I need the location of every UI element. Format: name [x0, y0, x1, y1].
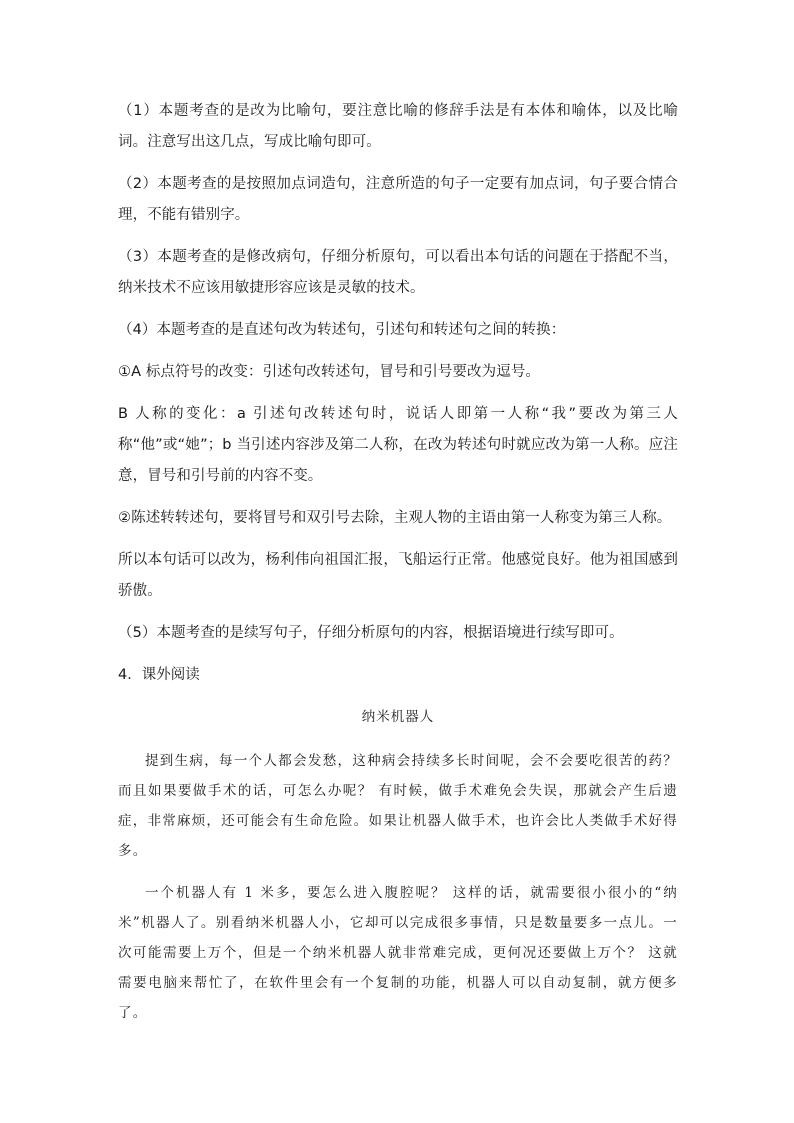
document-page	[118, 96, 678, 1040]
analysis-item-4-rule-2: ②陈述转转述句，要将冒号和双引号去除，主观人物的主语由第一人称变为第三人称。	[118, 510, 672, 526]
analysis-item-4-answer: 所以本句话可以改为，杨利伟向祖国汇报，飞船运行正常。他感觉良好。他为祖国感到骄傲。	[118, 552, 678, 599]
analysis-item-2: （2）本题考查的是按照加点词造句，注意所造的句子一定要有加点词，句子要合情合理，不能有错别字。	[118, 176, 678, 223]
story-paragraph-1: 提到生病，每一个人都会发愁，这种病会持续多长时间呢，会不会要吃很苦的药？ 而且如果要做手术的话，可怎么办呢？ 有时候，做手术难免会失误，那就会产生后遗症，非常麻烦，还可能会有生命危险。如果让机器人做手术，也许会比人类做手术好得多。	[118, 753, 678, 859]
story-paragraph-2: 一个机器人有 1 米多，要怎么进入腹腔呢？ 这样的话，就需要很小很小的“纳米”机器人了。别看纳米机器人小，它却可以完成很多事情，只是数量要多一点儿。一次可能需要上万个，但是一个纳米机器人就非常难完成，更何况还要做上万个？ 这就需要电脑来帮忙了，在软件里会有一个复制的功能，机器人可以自动复制，就方便多了。	[118, 885, 678, 1021]
analysis-item-4: （4）本题考查的是直述句改为转述句，引述句和转述句之间的转换：	[118, 322, 566, 338]
story-title: 纳米机器人	[361, 709, 435, 725]
analysis-item-4-rule-a: ①A 标点符号的改变：引述句改转述句，冒号和引号要改为逗号。	[118, 364, 541, 380]
analysis-item-4-rule-b: B 人称的变化：a 引述句改转述句时，说话人即第一人称“我”要改为第三人称“他”或“她”；b 当引述内容涉及第二人称，在改为转述句时就应改为第一人称。应注意，冒号和引号前的内容不变。	[118, 406, 678, 484]
section-heading: 4．课外阅读	[118, 667, 200, 683]
analysis-item-1: （1）本题考查的是改为比喻句，要注意比喻的修辞手法是有本体和喻体，以及比喻词。注意写出这几点，写成比喻句即可。	[118, 103, 678, 150]
analysis-item-5: （5）本题考查的是续写句子，仔细分析原句的内容，根据语境进行续写即可。	[118, 625, 624, 641]
analysis-item-3: （3）本题考查的是修改病句，仔细分析原句，可以看出本句话的问题在于搭配不当，纳米技术不应该用敏捷形容应该是灵敏的技术。	[118, 249, 678, 296]
